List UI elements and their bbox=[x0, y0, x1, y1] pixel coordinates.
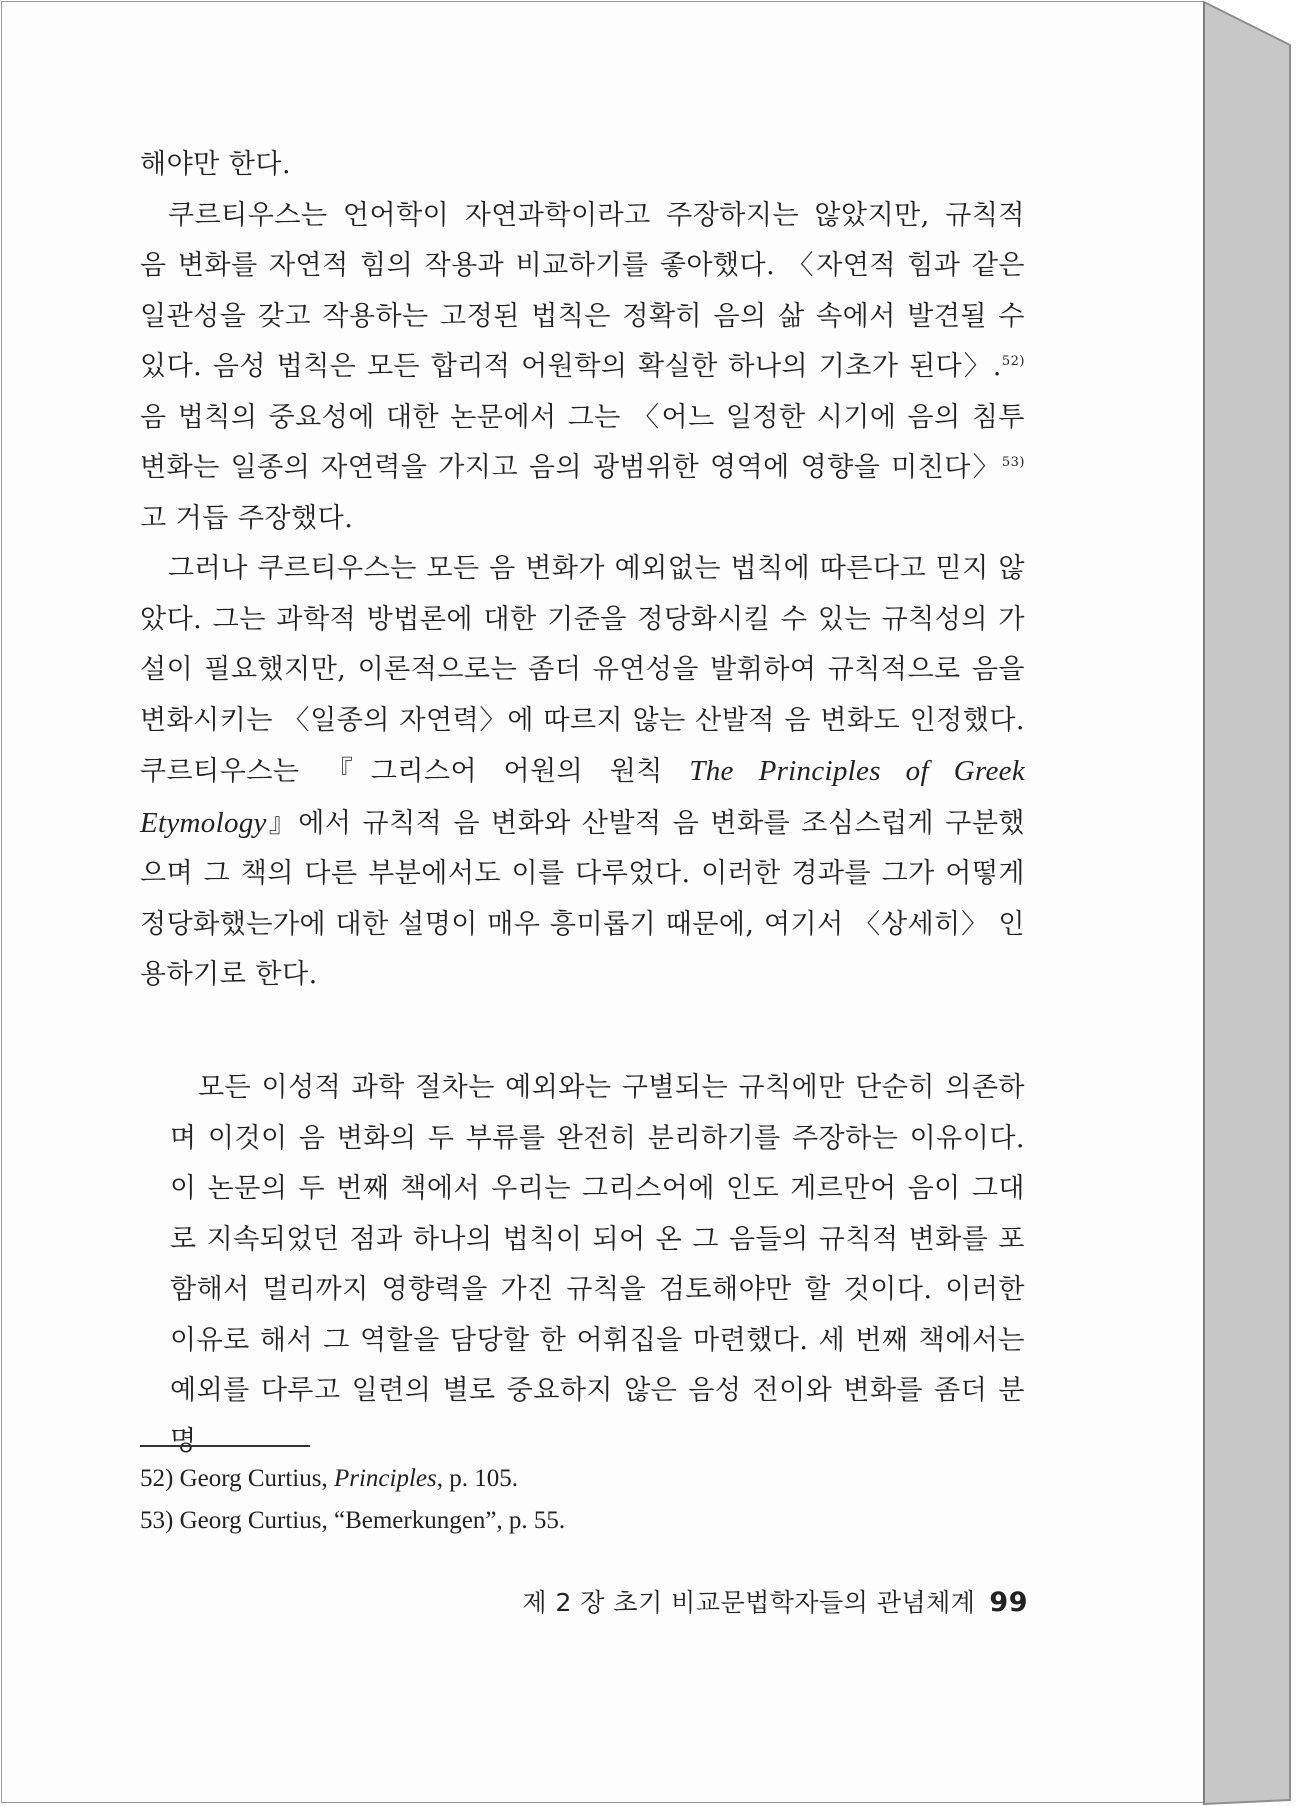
footnote-number: 52) bbox=[140, 1465, 174, 1492]
chapter-title: 제 2 장 초기 비교문법학자들의 관념체계 bbox=[522, 1588, 976, 1617]
footnote-number: 53) bbox=[140, 1507, 174, 1534]
footnote-title: “Bemerkungen” bbox=[333, 1507, 497, 1534]
page-number: 99 bbox=[989, 1587, 1028, 1618]
footnote-52 bbox=[140, 1458, 1020, 1500]
footnote-author: Georg Curtius, bbox=[179, 1507, 328, 1534]
paragraph-2-text-a: 그러나 쿠르티우스는 모든 음 변화가 예외없는 법칙에 따른다고 믿지 않았다. 그는 과학적 방법론에 대한 기준을 정당화시킬 수 있는 규칙성의 가설이 필요했지만, 이론적으로는 좀더 유연성을 발휘하여 규칙적으로 음을 변화시키는 〈일종의 자연력〉에 따르지 않는 산발적 음 변화도 인정했다. 쿠르티우스는 『그리스어 어원의 원칙 bbox=[140, 553, 1025, 787]
footnote-rest: , p. 55. bbox=[496, 1507, 566, 1534]
footnote-title: Principles bbox=[333, 1465, 437, 1492]
paragraph-1 bbox=[140, 191, 1025, 545]
paragraph-1-text-b: 음 법칙의 중요성에 대한 논문에서 그는 〈어느 일정한 시기에 음의 침투 변화는 일종의 자연력을 가지고 음의 광범위한 영역에 영향을 미친다〉 bbox=[140, 401, 1025, 483]
paragraph-2 bbox=[140, 544, 1025, 1001]
paragraph-continuation: 해야만 한다. bbox=[140, 149, 292, 180]
footnote-author: Georg Curtius, bbox=[179, 1465, 328, 1492]
footnote-ref-53: 53) bbox=[1001, 455, 1025, 470]
paragraph-1-text-a: 쿠르티우스는 언어학이 자연과학이라고 주장하지는 않았지만, 규칙적 음 변화를 자연적 힘의 작용과 비교하기를 좋아했다. 〈자연적 힘과 같은 일관성을 갖고 작용하는 고정된 법칙은 정확히 음의 삶 속에서 발견될 수 있다. 음성 법칙은 모든 합리적 어원학의 확실한 하나의 기초가 된다〉. bbox=[140, 199, 1025, 382]
block-quote-text: 모든 이성적 과학 절차는 예외와는 구별되는 규칙에만 단순히 의존하며 이것이 음 변화의 두 부류를 완전히 분리하기를 주장하는 이유이다. 이 논문의 두 번째 책에서 우리는 그리스어에 인도 게르만어 음이 그대로 지속되었던 점과 하나의 법칙이 되어 온 그 음들의 규칙적 변화를 포함해서 멀리까지 영향력을 가진 규칙을 검토해야만 할 것이다. 이러한 이유로 해서 그 역할을 담당할 한 어휘집을 마련했다. 세 번째 책에서는 예외를 다루고 일련의 별로 중요하지 않은 음성 전이와 변화를 좀더 분명 bbox=[170, 1072, 1025, 1457]
footnotes bbox=[140, 1458, 1020, 1542]
footnote-rest: , p. 105. bbox=[436, 1465, 518, 1492]
block-quote bbox=[170, 1063, 1025, 1467]
book-title-english: The Principles of Greek Etymology bbox=[140, 755, 1025, 839]
paragraph-1-text-c: 고 거듭 주장했다. bbox=[140, 502, 354, 534]
running-footer bbox=[522, 1583, 1028, 1619]
page-body bbox=[140, 140, 1025, 1001]
footnote-53 bbox=[140, 1500, 1020, 1542]
paragraph-2-text-b: 』에서 규칙적 음 변화와 산발적 음 변화를 조심스럽게 구분했으며 그 책의 다른 부분에서도 이를 다루었다. 이러한 경과를 그가 어떻게 정당화했는가에 대한 설명이 매우 흥미롭기 때문에, 여기서 〈상세히〉 인용하기로 한다. bbox=[140, 807, 1025, 990]
footnote-divider bbox=[140, 1445, 310, 1447]
footnote-ref-52: 52) bbox=[1001, 354, 1025, 369]
